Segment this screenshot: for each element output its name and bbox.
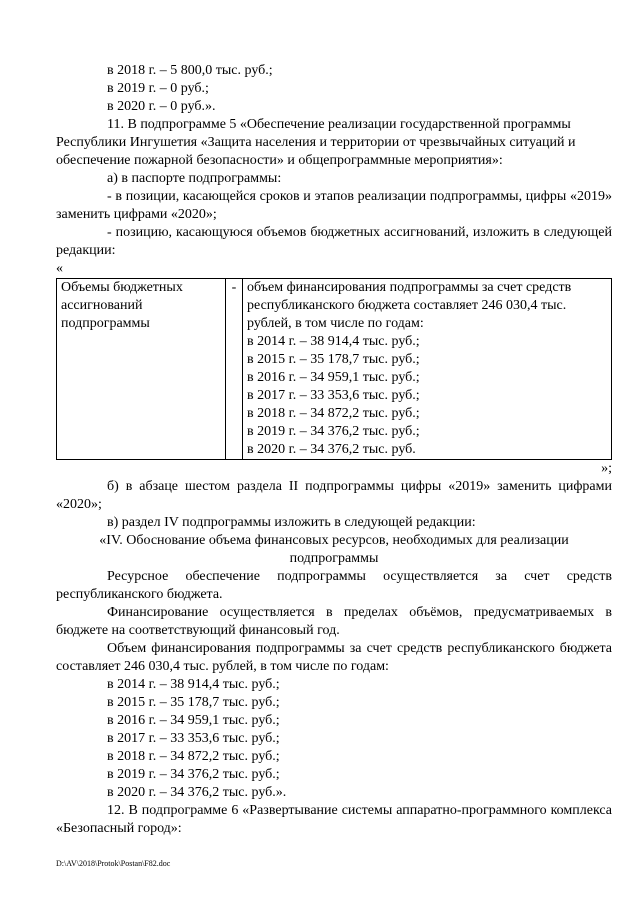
table-text-line: в 2015 г. – 35 178,7 тыс. руб.; (247, 352, 420, 367)
year-line: в 2019 г. – 34 376,2 тыс. руб.; (107, 767, 280, 782)
section-title: «IV. Обоснование объема финансовых ресурсов, необходимых для реализации подпрограммы (99, 533, 569, 566)
table-text-line: в 2014 г. – 38 914,4 тыс. руб.; (247, 334, 420, 349)
table-row (57, 279, 612, 460)
quote-open: « (56, 261, 63, 276)
item-b: б) в абзаце шестом раздела II подпрограммы цифры «2019» заменить цифрами «2020»; (56, 479, 612, 512)
paragraph: Объем финансирования подпрограммы за счет средств республиканского бюджета составляет 246 030,4 тыс. рублей, в том числе по годам: (56, 641, 612, 674)
paragraph: Финансирование осуществляется в пределах объёмов, предусматриваемых в бюджете на соответствующий финансовый год. (56, 605, 612, 638)
year-line: в 2018 г. – 34 872,2 тыс. руб.; (107, 749, 280, 764)
paragraph: Ресурсное обеспечение подпрограммы осуществляется за счет средств республиканского бюджета. (56, 569, 612, 602)
year-line: в 2019 г. – 0 руб.; (107, 81, 209, 96)
item-11: 11. В подпрограмме 5 «Обеспечение реализации государственной программы Республики Ингушетия «Защита населения и территории от чрезвычайных ситуаций и обеспечение пожарной безопасности» и общепрограммные мероприятия»: (56, 117, 576, 168)
year-line: в 2015 г. – 35 178,7 тыс. руб.; (107, 695, 280, 710)
year-line: в 2018 г. – 5 800,0 тыс. руб.; (107, 63, 273, 78)
table-text-line: объем финансирования подпрограммы за счет средств республиканского бюджета составляет 246 030,4 тыс. рублей, в том числе по годам: (247, 280, 572, 331)
item-11-a-2: - позицию, касающуюся объемов бюджетных ассигнований, изложить в следующей редакции: (56, 225, 612, 258)
file-path-footer: D:\AV\2018\Protok\Postan\F82.doc (56, 859, 171, 868)
table-text-line: в 2016 г. – 34 959,1 тыс. руб.; (247, 370, 420, 385)
item-11-a-1: - в позиции, касающейся сроков и этапов реализации подпрограммы, цифры «2019» заменить цифрами «2020»; (56, 189, 612, 222)
year-line: в 2014 г. – 38 914,4 тыс. руб.; (107, 677, 280, 692)
item-11-a: а) в паспорте подпрограммы: (107, 171, 282, 186)
table-text-line: в 2018 г. – 34 872,2 тыс. руб.; (247, 406, 420, 421)
table-text-line: в 2017 г. – 33 353,6 тыс. руб.; (247, 388, 420, 403)
item-12: 12. В подпрограмме 6 «Развертывание системы аппаратно-программного комплекса «Безопасный город»: (56, 803, 612, 836)
year-line: в 2020 г. – 34 376,2 тыс. руб.». (107, 785, 287, 800)
document-body (56, 62, 612, 838)
year-line: в 2016 г. – 34 959,1 тыс. руб.; (107, 713, 280, 728)
table-text-cell (243, 279, 612, 460)
table-text-line: в 2019 г. – 34 376,2 тыс. руб.; (247, 424, 420, 439)
table-text-line: в 2020 г. – 34 376,2 тыс. руб. (247, 442, 416, 457)
item-v: в) раздел IV подпрограммы изложить в следующей редакции: (107, 515, 476, 530)
table-dash-cell: - (226, 279, 243, 460)
year-line: в 2020 г. – 0 руб.». (107, 99, 216, 114)
table-label-cell: Объемы бюджетных ассигнований подпрограммы (57, 279, 226, 460)
passport-table (56, 278, 612, 460)
quote-close: »; (601, 461, 612, 476)
year-line: в 2017 г. – 33 353,6 тыс. руб.; (107, 731, 280, 746)
